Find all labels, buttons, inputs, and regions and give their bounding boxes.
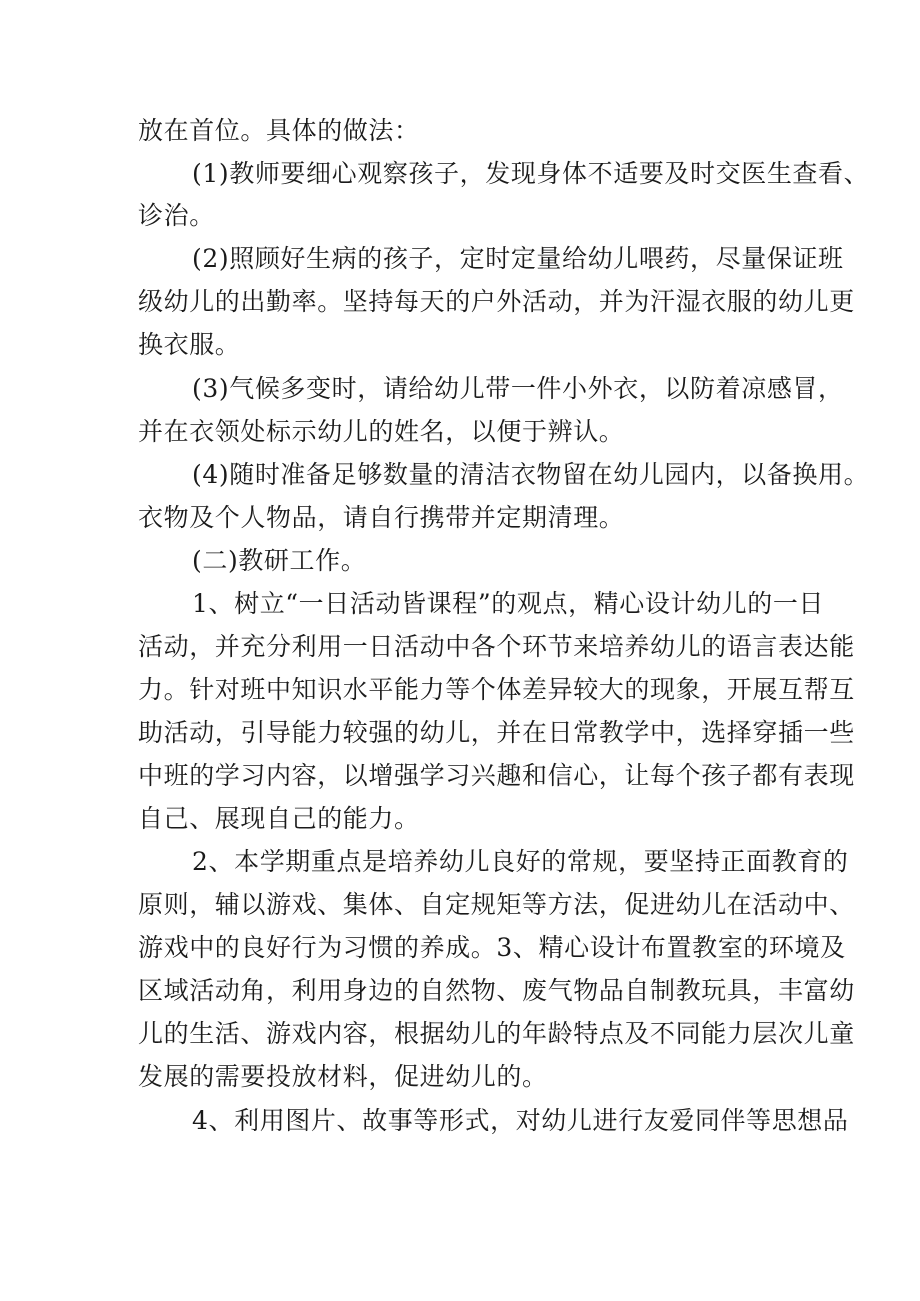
text-line: 活动，并充分利用一日活动中各个环节来培养幼儿的语言表达能 — [138, 632, 855, 661]
text-line: 放在首位。具体的做法： — [138, 116, 420, 145]
text-line: 原则，辅以游戏、集体、自定规矩等方法，促进幼儿在活动中、 — [138, 890, 855, 919]
text-line: 诊治。 — [138, 201, 215, 230]
text-line: 4、利用图片、故事等形式，对幼儿进行友爱同伴等思想品 — [192, 1106, 849, 1135]
text-line: 自己、展现自己的能力。 — [138, 804, 420, 833]
text-line: (2)照顾好生病的孩子，定时定量给幼儿喂药，尽量保证班 — [192, 244, 844, 273]
text-line: 换衣服。 — [138, 330, 241, 359]
text-line: 力。针对班中知识水平能力等个体差异较大的现象，开展互帮互 — [138, 675, 855, 704]
text-line: 助活动，引导能力较强的幼儿，并在日常教学中，选择穿插一些 — [138, 718, 855, 747]
text-line: (3)气候多变时，请给幼儿带一件小外衣，以防着凉感冒， — [192, 374, 844, 403]
text-line: 1、树立“一日活动皆课程”的观点，精心设计幼儿的一日 — [192, 589, 825, 618]
text-line: 级幼儿的出勤率。坚持每天的户外活动，并为汗湿衣服的幼儿更 — [138, 287, 855, 316]
text-line: 2、本学期重点是培养幼儿良好的常规，要坚持正面教育的 — [192, 847, 849, 876]
text-line: 中班的学习内容，以增强学习兴趣和信心，让每个孩子都有表现 — [138, 761, 855, 790]
text-line: (1)教师要细心观察孩子，发现身体不适要及时交医生查看、 — [192, 159, 870, 188]
text-line: 游戏中的良好行为习惯的养成。3、精心设计布置教室的环境及 — [138, 933, 846, 962]
text-line: 区域活动角，利用身边的自然物、废气物品自制教玩具，丰富幼 — [138, 976, 855, 1005]
text-line: (4)随时准备足够数量的清洁衣物留在幼儿园内，以备换用。 — [192, 460, 870, 489]
text-line: 发展的需要投放材料，促进幼儿的。 — [138, 1062, 548, 1091]
text-line: 儿的生活、游戏内容，根据幼儿的年龄特点及不同能力层次儿童 — [138, 1019, 855, 1048]
text-line: 衣物及个人物品，请自行携带并定期清理。 — [138, 503, 625, 532]
text-line: 并在衣领处标示幼儿的姓名，以便于辨认。 — [138, 417, 625, 446]
section-heading: (二)教研工作。 — [192, 546, 367, 575]
